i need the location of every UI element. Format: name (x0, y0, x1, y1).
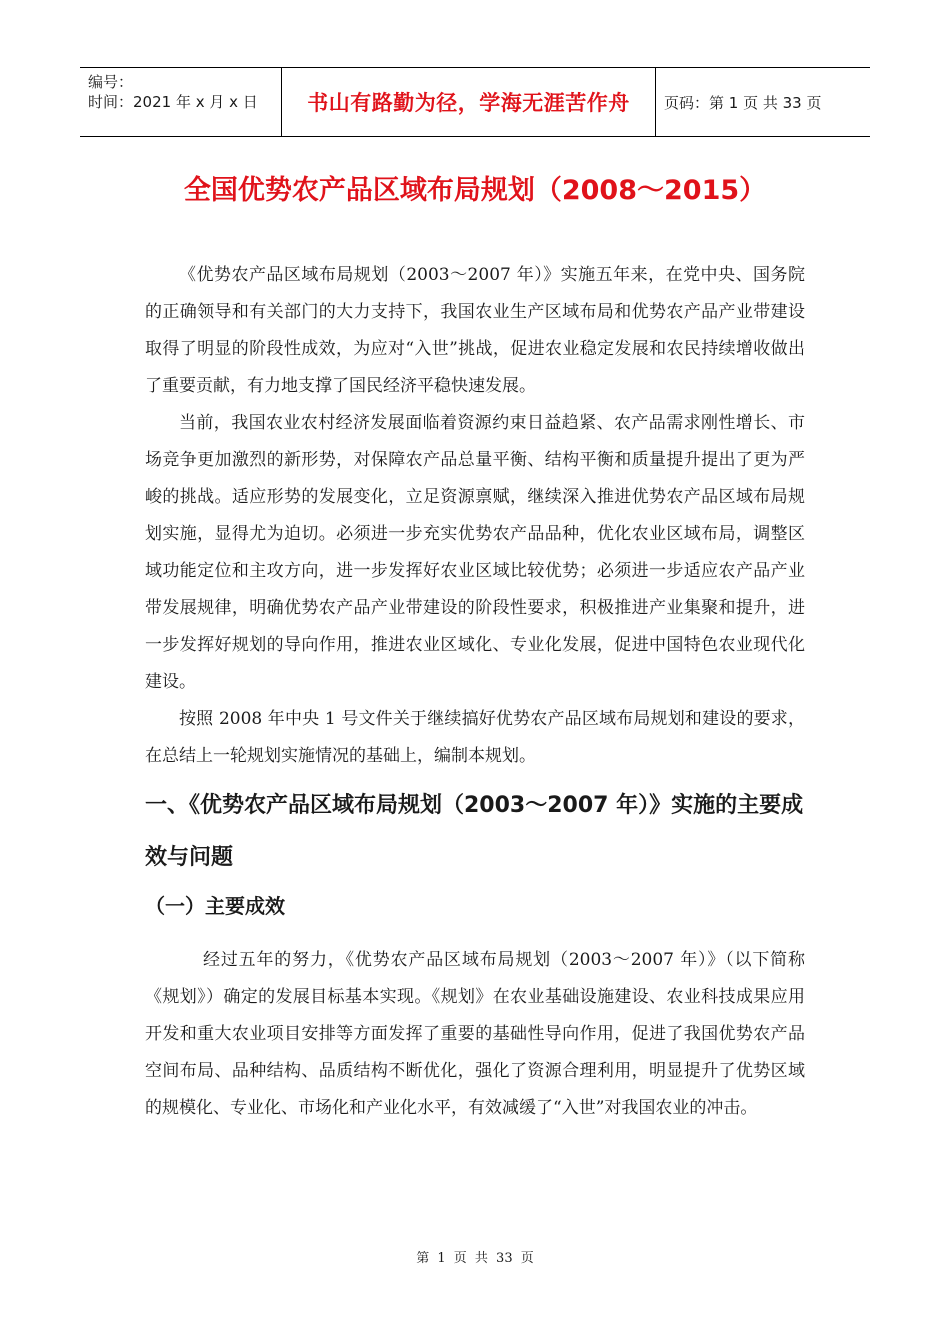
document-title: 全国优势农产品区域布局规划（2008～2015） (183, 175, 767, 206)
document-time-label: 时间：2021 年 x 月 x 日 (88, 93, 258, 111)
header-page-info: 页码：第 1 页 共 33 页 (664, 93, 822, 112)
header-meta (80, 68, 282, 136)
header-table (80, 67, 870, 137)
document-number-label: 编号： (88, 73, 134, 91)
paragraph-intro-2: 当前，我国农业农村经济发展面临着资源约束日益趋紧、农产品需求刚性增长、市场竞争更加激烈的新形势，对保障农产品总量平衡、结构平衡和质量提升提出了更为严峻的挑战。适应形势的发展变化，立足资源禀赋，继续深入推进优势农产品区域布局规划实施，显得尤为迫切。必须进一步充实优势农产品品种，优化农业区域布局，调整区域功能定位和主攻方向，进一步发挥好农业区域比较优势；必须进一步适应农产品产业带发展规律，明确优势农产品产业带建设的阶段性要求，积极推进产业集聚和提升，进一步发挥好规划的导向作用，推进农业区域化、专业化发展，促进中国特色农业现代化建设。 (145, 413, 805, 692)
page-footer: 第 1 页 共 33 页 (416, 1251, 534, 1266)
paragraph-achievements: 经过五年的努力，《优势农产品区域布局规划（2003～2007 年）》（以下简称《规划》）确定的发展目标基本实现。《规划》在农业基础设施建设、农业科技成果应用开发和重大农业项目安排等方面发挥了重要的基础性导向作用，促进了我国优势农产品空间布局、品种结构、品质结构不断优化，强化了资源合理利用，明显提升了优势区域的规模化、专业化、市场化和产业化水平，有效减缓了“入世”对我国农业的冲击。 (145, 950, 805, 1118)
section-heading-1: 一、《优势农产品区域布局规划（2003～2007 年）》实施的主要成效与问题 (145, 793, 804, 870)
subsection-heading-1: （一）主要成效 (145, 894, 285, 918)
paragraph-intro-1: 《优势农产品区域布局规划（2003～2007 年）》实施五年来，在党中央、国务院的正确领导和有关部门的大力支持下，我国农业生产区域布局和优势农产品产业带建设取得了明显的阶段性成效，为应对“入世”挑战，促进农业稳定发展和农民持续增收做出了重要贡献，有力地支撑了国民经济平稳快速发展。 (145, 265, 805, 396)
paragraph-intro-3: 按照 2008 年中央 1 号文件关于继续搞好优势农产品区域布局规划和建设的要求，在总结上一轮规划实施情况的基础上，编制本规划。 (145, 709, 805, 766)
header-motto: 书山有路勤为径，学海无涯苦作舟 (282, 68, 656, 136)
